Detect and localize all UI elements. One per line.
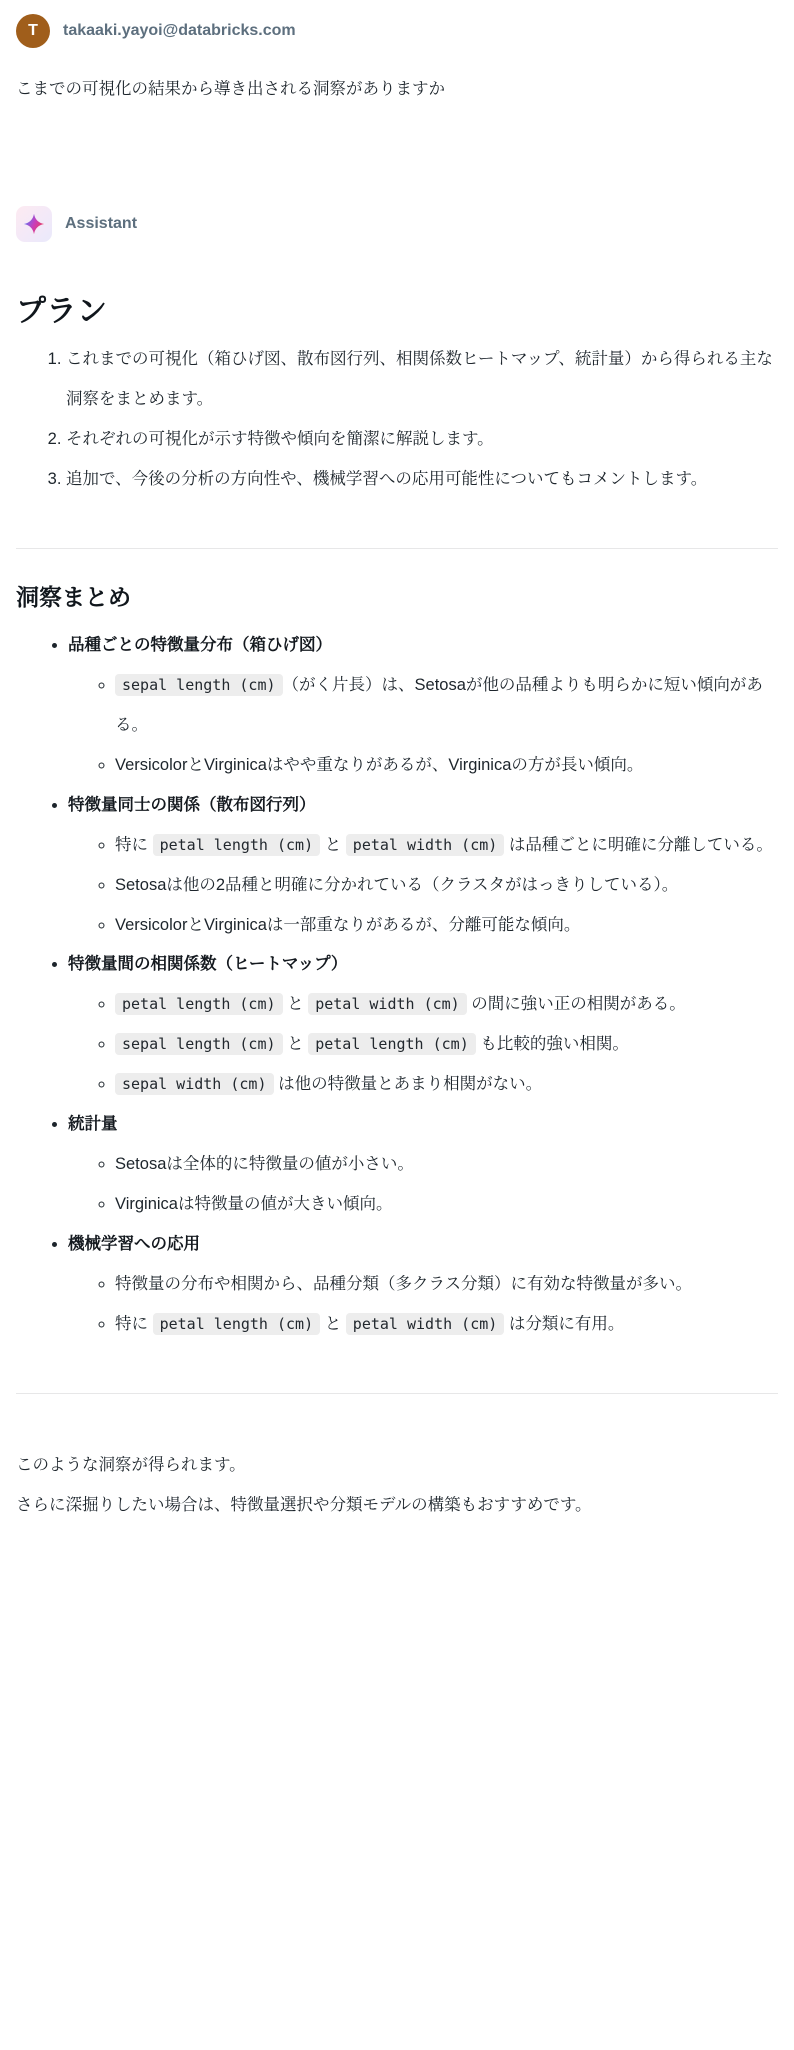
divider-top bbox=[16, 548, 778, 549]
plan-item: 1. これまでの可視化（箱ひげ図、散布図行列、相関係数ヒートマップ、統計量）から得られる主な洞察をまとめます。 bbox=[66, 340, 778, 420]
text-segment: も比較的強い相関。 bbox=[475, 1035, 629, 1054]
insight-point bbox=[115, 666, 778, 746]
insight-point bbox=[115, 906, 778, 946]
insight-point bbox=[115, 1025, 778, 1065]
insight-point bbox=[115, 1065, 778, 1105]
insight-category bbox=[68, 945, 778, 1105]
text-segment: は他の特徴量とあまり相関がない。 bbox=[273, 1075, 543, 1094]
plan-item: 2. それぞれの可視化が示す特徴や傾向を簡潔に解説します。 bbox=[66, 420, 778, 460]
inline-code: sepal length (cm) bbox=[115, 1033, 283, 1055]
insight-point bbox=[115, 985, 778, 1025]
text-segment: VersicolorとVirginicaは一部重なりがあるが、分離可能な傾向。 bbox=[115, 915, 581, 934]
insight-category-title: 品種ごとの特徴量分布（箱ひげ図） bbox=[68, 636, 332, 655]
insight-points bbox=[68, 666, 778, 786]
insight-category-title: 統計量 bbox=[68, 1115, 118, 1134]
insight-point bbox=[115, 1305, 778, 1345]
insight-points bbox=[68, 826, 778, 946]
insight-point bbox=[115, 1265, 778, 1305]
text-segment: 特に bbox=[115, 1314, 153, 1333]
inline-code: petal length (cm) bbox=[153, 1313, 321, 1335]
text-segment: は品種ごとに明確に分離している。 bbox=[504, 835, 773, 854]
insight-point bbox=[115, 826, 778, 866]
text-segment: Setosaは全体的に特徴量の値が小さい。 bbox=[115, 1155, 414, 1174]
text-segment: と bbox=[320, 835, 346, 854]
inline-code: petal width (cm) bbox=[308, 993, 467, 1015]
insight-point bbox=[115, 866, 778, 906]
insight-point bbox=[115, 1185, 778, 1225]
plan-list bbox=[16, 340, 778, 500]
inline-code: petal length (cm) bbox=[308, 1033, 476, 1055]
insight-point bbox=[115, 1145, 778, 1185]
assistant-sparkle-icon bbox=[16, 206, 52, 242]
user-header bbox=[16, 14, 778, 48]
insight-points bbox=[68, 985, 778, 1105]
insight-category bbox=[68, 626, 778, 786]
text-segment: の間に強い正の相関がある。 bbox=[466, 995, 686, 1014]
inline-code: sepal width (cm) bbox=[115, 1073, 274, 1095]
text-segment: と bbox=[282, 995, 309, 1014]
user-avatar: T bbox=[16, 14, 50, 48]
insight-category bbox=[68, 1225, 778, 1345]
text-segment: Virginicaは特徴量の値が大きい傾向。 bbox=[115, 1194, 393, 1213]
insight-point bbox=[115, 746, 778, 786]
text-segment: と bbox=[320, 1314, 346, 1333]
text-segment: は分類に有用。 bbox=[504, 1314, 625, 1333]
insight-category-title: 特徴量間の相関係数（ヒートマップ） bbox=[68, 955, 348, 974]
text-segment: （がく片長）は、Setosaが他の品種よりも明らかに短い傾向がある。 bbox=[115, 676, 763, 734]
inline-code: petal length (cm) bbox=[153, 834, 321, 856]
user-message: こまでの可視化の結果から導き出される洞察がありますか bbox=[16, 80, 445, 98]
assistant-header bbox=[16, 206, 778, 242]
insight-category bbox=[68, 1105, 778, 1225]
insight-points bbox=[68, 1145, 778, 1225]
inline-code: petal length (cm) bbox=[115, 993, 283, 1015]
insight-category bbox=[68, 786, 778, 946]
text-segment: と bbox=[282, 1035, 309, 1054]
insights-heading: 洞察まとめ bbox=[16, 584, 131, 611]
insight-points bbox=[68, 1265, 778, 1345]
inline-code: petal width (cm) bbox=[346, 834, 505, 856]
text-segment: 特徴量の分布や相関から、品種分類（多クラス分類）に有効な特徴量が多い。 bbox=[115, 1274, 693, 1293]
assistant-message bbox=[16, 286, 778, 1525]
closing-line-1: このような洞察が得られます。 bbox=[16, 1455, 246, 1474]
insight-category-title: 特徴量同士の関係（散布図行列） bbox=[68, 795, 316, 814]
text-segment: VersicolorとVirginicaはやや重なりがあるが、Virginicaの方が長い傾向。 bbox=[115, 755, 644, 774]
insights-list bbox=[16, 626, 778, 1345]
plan-heading: プラン bbox=[16, 295, 108, 329]
text-segment: 特に bbox=[115, 835, 153, 854]
text-segment: Setosaは他の2品種と明確に分かれている（クラスタがはっきりしている）。 bbox=[115, 875, 679, 894]
user-name: takaaki.yayoi@databricks.com bbox=[63, 22, 296, 39]
closing-line-2: さらに深掘りしたい場合は、特徴量選択や分類モデルの構築もおすすめです。 bbox=[16, 1495, 592, 1514]
insight-category-title: 機械学習への応用 bbox=[68, 1234, 200, 1253]
plan-item: 3. 追加で、今後の分析の方向性や、機械学習への応用可能性についてもコメントします。 bbox=[66, 460, 778, 500]
divider-bottom bbox=[16, 1393, 778, 1394]
inline-code: petal width (cm) bbox=[346, 1313, 505, 1335]
closing-paragraph bbox=[16, 1446, 778, 1526]
inline-code: sepal length (cm) bbox=[115, 674, 283, 696]
assistant-name: Assistant bbox=[65, 215, 138, 233]
